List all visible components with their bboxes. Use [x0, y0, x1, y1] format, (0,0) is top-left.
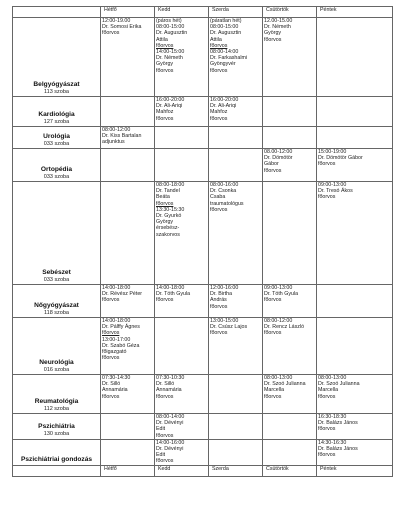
schedule-line: 08:00-13:00 — [318, 375, 347, 381]
schedule-line: 16:00-20:00 — [156, 97, 185, 103]
department-name: Urológia — [43, 132, 70, 140]
schedule-line: Dr. Dévényi — [156, 446, 184, 453]
footer-corner — [13, 465, 101, 476]
schedule-line: 12:00-19.00 — [102, 18, 131, 24]
schedule-line: Dr. Tandel — [156, 188, 180, 195]
schedule-line: 08:00-16:00 — [210, 182, 239, 188]
schedule-cell — [209, 18, 263, 97]
schedule-cell — [317, 375, 393, 414]
schedule-line: 14:00-15:00 — [156, 49, 185, 56]
schedule-line: 12:00-16:00 — [210, 285, 239, 291]
schedule-line: Gyöngyvér — [210, 61, 236, 68]
header-day: Hétfő — [101, 7, 155, 18]
schedule-cell — [317, 414, 393, 440]
department-name: Sebészet — [42, 268, 71, 276]
schedule-line: főorvos — [156, 115, 174, 122]
schedule-line: 08:00-12:00 — [264, 318, 293, 324]
schedule-line: Attila — [156, 36, 168, 43]
schedule-cell — [155, 127, 209, 149]
department-room: 016 szoba — [43, 366, 70, 373]
schedule-cell — [263, 318, 317, 375]
schedule-line: 09:00-13:00 — [318, 182, 347, 188]
schedule-line: 14:00-18:00 — [102, 318, 131, 324]
department-cell — [13, 127, 101, 149]
schedule-line: 08:00-12:00 — [102, 127, 131, 133]
schedule-line: Dr. Augusztin — [156, 30, 188, 37]
schedule-line: főorvos — [156, 432, 174, 439]
schedule-cell — [317, 97, 393, 127]
schedule-line: adjunktus — [102, 139, 125, 146]
schedule-line: traumatológus — [210, 200, 244, 207]
schedule-line: Gábor — [264, 161, 279, 168]
department-cell — [13, 439, 101, 465]
schedule-line: főorvos — [318, 393, 336, 400]
schedule-cell — [101, 414, 155, 440]
schedule-cell — [263, 414, 317, 440]
schedule-line: főorvos — [210, 303, 228, 310]
schedule-cell — [263, 18, 317, 97]
schedule-line: 13:30-15:30 — [156, 206, 185, 213]
schedule-line: Dr. Szoó Julianna — [318, 381, 360, 388]
schedule-line: Mahfoz — [156, 109, 174, 116]
department-cell — [13, 285, 101, 318]
schedule-line: György — [156, 61, 174, 68]
schedule-line: (páratlan hét) — [210, 18, 242, 24]
schedule-line: Dr. Dévényi — [156, 420, 184, 427]
schedule-line: főorvos — [102, 30, 120, 37]
header-day: Csütörtök — [263, 7, 317, 18]
schedule-line: Dr. Ali-Ariqi — [210, 103, 237, 110]
schedule-line: érsebész- — [156, 225, 180, 232]
schedule-cell — [155, 182, 209, 285]
schedule-line: Dr. Dömötör — [264, 155, 293, 162]
footer-day: Péntek — [317, 465, 393, 476]
schedule-line: főorvos — [318, 161, 336, 168]
schedule-line: főorvos — [264, 297, 282, 304]
department-name: Kardiológia — [38, 110, 75, 118]
schedule-line: 08:00-13:00 — [264, 375, 293, 381]
schedule-line: Attila — [210, 36, 222, 43]
schedule-cell — [209, 439, 263, 465]
schedule-line: 08:00-14:00 — [156, 414, 185, 420]
schedule-line: főorvos — [156, 200, 174, 207]
footer-row — [13, 465, 393, 476]
header-row — [13, 7, 393, 18]
schedule-cell — [209, 182, 263, 285]
department-name: Belgyógyászat — [33, 80, 80, 88]
schedule-line: Dr. Gyurkó — [156, 213, 182, 220]
schedule-line: főorvos — [318, 426, 336, 433]
department-row — [13, 414, 393, 440]
schedule-cell — [209, 127, 263, 149]
schedule-line: 16:00-20:00 — [210, 97, 239, 103]
schedule-cell — [263, 285, 317, 318]
department-cell — [13, 149, 101, 182]
schedule-line: főorvos — [210, 115, 228, 122]
schedule-line: főigazgató — [102, 349, 127, 356]
schedule-cell — [101, 375, 155, 414]
department-row — [13, 439, 393, 465]
schedule-line: főorvos — [102, 330, 120, 337]
schedule-line: főorvos — [318, 194, 336, 201]
schedule-line: Dr. Augusztin — [210, 30, 242, 37]
schedule-cell — [209, 318, 263, 375]
schedule-line: 13:00-15:00 — [210, 318, 239, 324]
schedule-line: 15:00-19:00 — [318, 149, 347, 155]
schedule-line: 12.00-15.00 — [264, 18, 293, 24]
schedule-cell — [155, 318, 209, 375]
schedule-cell — [101, 285, 155, 318]
schedule-cell — [263, 127, 317, 149]
schedule-cell — [263, 97, 317, 127]
schedule-cell — [317, 182, 393, 285]
header-corner — [13, 7, 101, 18]
schedule-line: Dr. Csúsz Lajos — [210, 324, 248, 331]
footer-day: Hétfő — [101, 465, 155, 476]
schedule-line: Beáta — [156, 194, 170, 201]
schedule-line: Dr. Tresó Ákos — [318, 188, 353, 195]
department-cell — [13, 318, 101, 375]
schedule-cell — [155, 414, 209, 440]
schedule-line: főorvos — [102, 393, 120, 400]
schedule-line: Mahfoz — [210, 109, 228, 116]
schedule-line: Dr. Szoó Julianna — [264, 381, 306, 388]
footer-day: Szerda — [209, 465, 263, 476]
header-day: Péntek — [317, 7, 393, 18]
schedule-line: főorvos — [210, 206, 228, 213]
schedule-table — [12, 6, 393, 477]
schedule-line: 09:00-13:00 — [264, 285, 293, 291]
schedule-line: 07:30-10:30 — [156, 375, 185, 381]
schedule-line: főorvos — [156, 393, 174, 400]
department-row — [13, 285, 393, 318]
department-cell — [13, 97, 101, 127]
schedule-line: főorvos — [210, 42, 228, 49]
footer-day: Csütörtök — [263, 465, 317, 476]
footer-day: Kedd — [155, 465, 209, 476]
schedule-line: Dr. Balázs János — [318, 446, 358, 453]
schedule-line: Dr. Ali-Ariqi — [156, 103, 183, 110]
schedule-line: Dr. Rencz László — [264, 324, 305, 331]
schedule-line: Dr. Somosi Erika — [102, 24, 142, 31]
schedule-cell — [155, 375, 209, 414]
schedule-line: 14:00-18:00 — [102, 285, 131, 291]
department-row — [13, 18, 393, 97]
schedule-line: főorvos — [156, 458, 174, 465]
schedule-cell — [263, 439, 317, 465]
schedule-line: Csaba — [210, 194, 226, 201]
schedule-cell — [101, 149, 155, 182]
department-room: 118 szoba — [44, 309, 69, 316]
department-room: 130 szoba — [43, 431, 70, 438]
schedule-cell — [263, 182, 317, 285]
department-name: Nőgyógyászat — [34, 301, 79, 309]
schedule-cell — [209, 97, 263, 127]
schedule-line: Annamária — [102, 387, 128, 394]
schedule-line: szakorvos — [156, 231, 180, 238]
schedule-line: Dr. Birtha — [210, 291, 233, 298]
schedule-line: Dr. Pálffy Ágnes — [102, 324, 140, 331]
schedule-line: 08:00-15:00 — [156, 24, 185, 31]
schedule-cell — [155, 285, 209, 318]
schedule-line: Dr. Farkashalmi — [210, 55, 248, 62]
schedule-line: 08:00-14:00 — [210, 49, 239, 56]
schedule-line: Dr. Kiss Bartalan — [102, 133, 142, 140]
schedule-line: 08.00-12:00 — [264, 149, 293, 155]
schedule-line: főorvos — [264, 393, 282, 400]
schedule-line: főorvos — [264, 330, 282, 337]
schedule-line: Dr. Révész Péter — [102, 291, 143, 298]
schedule-cell — [101, 318, 155, 375]
department-room: 112 szoba — [44, 405, 69, 412]
department-room: 033 szoba — [43, 173, 70, 180]
schedule-line: Edit — [156, 426, 166, 433]
schedule-line: 14:00-18:00 — [156, 285, 185, 291]
schedule-cell — [155, 97, 209, 127]
department-room: 033 szoba — [43, 276, 70, 283]
schedule-line: 07:30-14:30 — [102, 375, 131, 381]
schedule-line: főorvos — [264, 36, 282, 43]
header-day: Szerda — [209, 7, 263, 18]
schedule-line: (páros hét) — [156, 18, 182, 24]
schedule-cell — [263, 149, 317, 182]
schedule-line: Dr. Csonka — [210, 188, 237, 195]
schedule-cell — [263, 375, 317, 414]
schedule-line: főorvos — [264, 167, 282, 174]
department-name: Neurológia — [39, 358, 74, 366]
department-row — [13, 318, 393, 375]
schedule-line: főorvos — [156, 297, 174, 304]
schedule-line: 08:00-15:00 — [210, 24, 239, 31]
department-room: 113 szoba — [44, 88, 69, 95]
department-room: 127 szoba — [43, 118, 70, 125]
schedule-line: főorvos — [210, 67, 228, 74]
schedule-line: Dr. Németh — [156, 55, 183, 62]
schedule-cell — [317, 18, 393, 97]
schedule-line: Marcella — [264, 387, 285, 394]
schedule-cell — [155, 18, 209, 97]
schedule-line: Annamária — [156, 387, 182, 394]
schedule-cell — [101, 439, 155, 465]
schedule-cell — [209, 414, 263, 440]
schedule-cell — [155, 149, 209, 182]
schedule-line: 13:00-17:00 — [102, 336, 131, 343]
schedule-cell — [101, 18, 155, 97]
department-row — [13, 149, 393, 182]
schedule-line: főorvos — [156, 42, 174, 49]
schedule-line: Edit — [156, 452, 166, 459]
department-cell — [13, 375, 101, 414]
schedule-line: főorvos — [156, 67, 174, 74]
schedule-line: Dr. Tóth Gyula — [264, 291, 299, 298]
schedule-line: főorvos — [102, 297, 120, 304]
department-name: Ortopédia — [40, 165, 73, 173]
schedule-line: főorvos — [102, 355, 120, 362]
schedule-line: Dr. Balázs János — [318, 420, 358, 427]
schedule-line: Dr. Silló — [102, 381, 121, 388]
schedule-cell — [317, 285, 393, 318]
schedule-line: Dr. Szabó Géza — [102, 342, 140, 349]
schedule-line: András — [210, 297, 227, 304]
schedule-line: 14:00-16:00 — [156, 439, 185, 446]
department-cell — [13, 18, 101, 97]
schedule-cell — [209, 149, 263, 182]
schedule-cell — [317, 149, 393, 182]
schedule-line: Marcella — [318, 387, 339, 394]
schedule-line: György — [264, 30, 282, 37]
schedule-cell — [317, 318, 393, 375]
schedule-line: 08:00-18:00 — [156, 182, 185, 188]
department-row — [13, 182, 393, 285]
schedule-line: Dr. Németh — [264, 24, 291, 31]
schedule-cell — [101, 97, 155, 127]
department-row — [13, 97, 393, 127]
schedule-cell — [317, 127, 393, 149]
department-cell — [13, 414, 101, 440]
schedule-cell — [155, 439, 209, 465]
schedule-line: főorvos — [210, 330, 228, 337]
schedule-line: Dr. Silló — [156, 381, 175, 388]
department-room: 033 szoba — [43, 140, 70, 147]
department-cell — [13, 182, 101, 285]
department-name: Pszichiátria — [38, 423, 75, 431]
schedule-body — [13, 7, 393, 477]
schedule-line: 14:30-16:30 — [318, 439, 347, 446]
department-row — [13, 127, 393, 149]
schedule-line: főorvos — [318, 452, 336, 459]
department-name: Pszichiátriai gondozás — [20, 455, 93, 463]
schedule-line: Dr. Dömötör Gábor — [318, 155, 363, 162]
schedule-cell — [317, 439, 393, 465]
schedule-cell — [209, 285, 263, 318]
department-row — [13, 375, 393, 414]
schedule-cell — [209, 375, 263, 414]
schedule-line: 16:30-18:30 — [318, 414, 347, 420]
schedule-line: György — [156, 219, 174, 226]
header-day: Kedd — [155, 7, 209, 18]
department-name: Reumatológia — [34, 397, 79, 405]
schedule-cell — [101, 127, 155, 149]
schedule-line: Dr. Tóth Gyula — [156, 291, 191, 298]
schedule-cell — [101, 182, 155, 285]
